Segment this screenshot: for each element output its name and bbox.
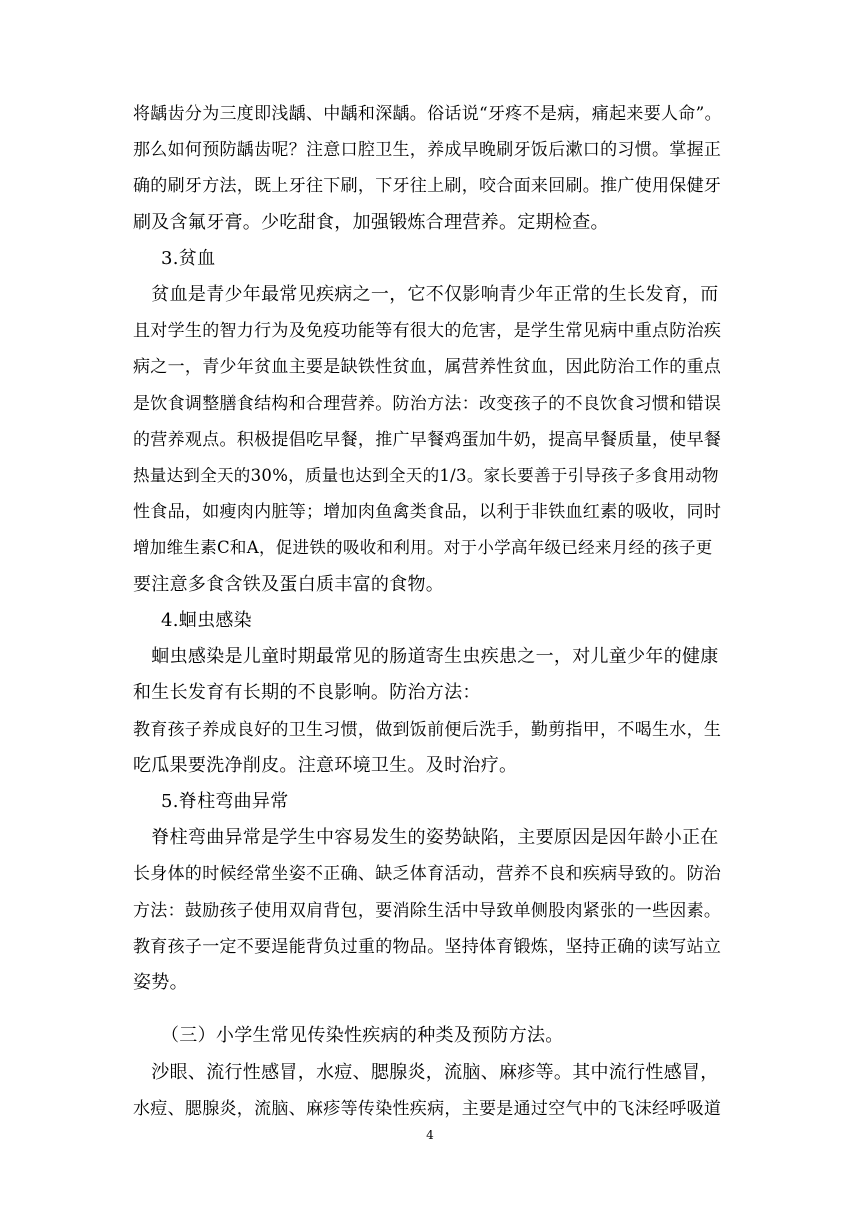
paragraph-line: 的营养观点。积极提倡吃早餐，推广早餐鸡蛋加牛奶，提高早餐质量，使早餐	[133, 430, 722, 450]
paragraph-line: 吃瓜果要洗净削皮。注意环境卫生。及时治疗。	[133, 755, 518, 776]
section-heading-anemia: 3.贫血	[161, 248, 216, 269]
paragraph-line: 刷及含氟牙膏。少吃甜食，加强锻炼合理营养。定期检查。	[133, 212, 609, 233]
paragraph-line: 要注意多食含铁及蛋白质丰富的食物。	[133, 574, 445, 595]
paragraph-line: 教育孩子养成良好的卫生习惯，做到饭前便后洗手，勤剪指甲，不喝生水，生	[133, 720, 722, 740]
paragraph-line: 贫血是青少年最常见疾病之一，它不仅影响青少年正常的生长发育，而	[133, 284, 719, 305]
page-number: 4	[426, 1128, 434, 1142]
paragraph-line: 方法：鼓励孩子使用双肩背包，要消除生活中导致单侧股肉紧张的一些因素。	[133, 901, 722, 921]
paragraph-line: 将龋齿分为三度即浅龋、中龋和深龋。俗话说“牙疼不是病，痛起来要人命”。	[133, 104, 722, 124]
paragraph-line: 和生长发育有长期的不良影响。防治方法：	[133, 682, 481, 703]
paragraph-line: 确的刷牙方法，既上牙往下刷，下牙往上刷，咬合面来回刷。推广使用保健牙	[133, 176, 722, 196]
paragraph-line: 是饮食调整膳食结构和合理营养。防治方法：改变孩子的不良饮食习惯和错误	[133, 394, 722, 414]
paragraph-line: 沙眼、流行性感冒，水痘、腮腺炎，流脑、麻疹等。其中流行性感冒，	[133, 1062, 719, 1083]
section-heading-infectious: （三）小学生常见传染性疾病的种类及预防方法。	[161, 1025, 564, 1046]
paragraph-line: 姿势。	[133, 972, 188, 993]
paragraph-line: 脊柱弯曲异常是学生中容易发生的姿势缺陷，主要原因是因年龄小正在	[133, 827, 719, 848]
paragraph-line: 病之一，青少年贫血主要是缺铁性贫血，属营养性贫血，因此防治工作的重点	[133, 357, 722, 377]
paragraph-line: 增加维生素C和A，促进铁的吸收和利用。对于小学高年级已经来月经的孩子更	[133, 538, 713, 557]
paragraph-line: 教育孩子一定不要逞能背负过重的物品。坚持体育锻炼，坚持正确的读写站立	[133, 937, 722, 957]
paragraph-line: 水痘、腮腺炎，流脑、麻疹等传染性疾病，主要是通过空气中的飞沫经呼吸道	[133, 1099, 722, 1119]
section-heading-roundworm: 4.蛔虫感染	[161, 610, 252, 631]
paragraph-line: 且对学生的智力行为及免疫功能等有很大的危害，是学生常见病中重点防治疾	[133, 321, 722, 341]
paragraph-line: 长身体的时候经常坐姿不正确、缺乏体育活动，营养不良和疾病导致的。防治	[133, 864, 722, 884]
section-heading-spine: 5.脊柱弯曲异常	[161, 791, 289, 812]
paragraph-line: 热量达到全天的30%，质量也达到全天的1/3。家长要善于引导孩子多食用动物	[133, 466, 719, 485]
paragraph-line: 那么如何预防龋齿呢？注意口腔卫生，养成早晚刷牙饭后漱口的习惯。掌握正	[133, 140, 722, 160]
paragraph-line: 性食品，如瘦肉内脏等；增加肉鱼禽类食品，以利于非铁血红素的吸收，同时	[133, 502, 722, 522]
paragraph-line: 蛔虫感染是儿童时期最常见的肠道寄生虫疾患之一，对儿童少年的健康	[133, 646, 719, 667]
